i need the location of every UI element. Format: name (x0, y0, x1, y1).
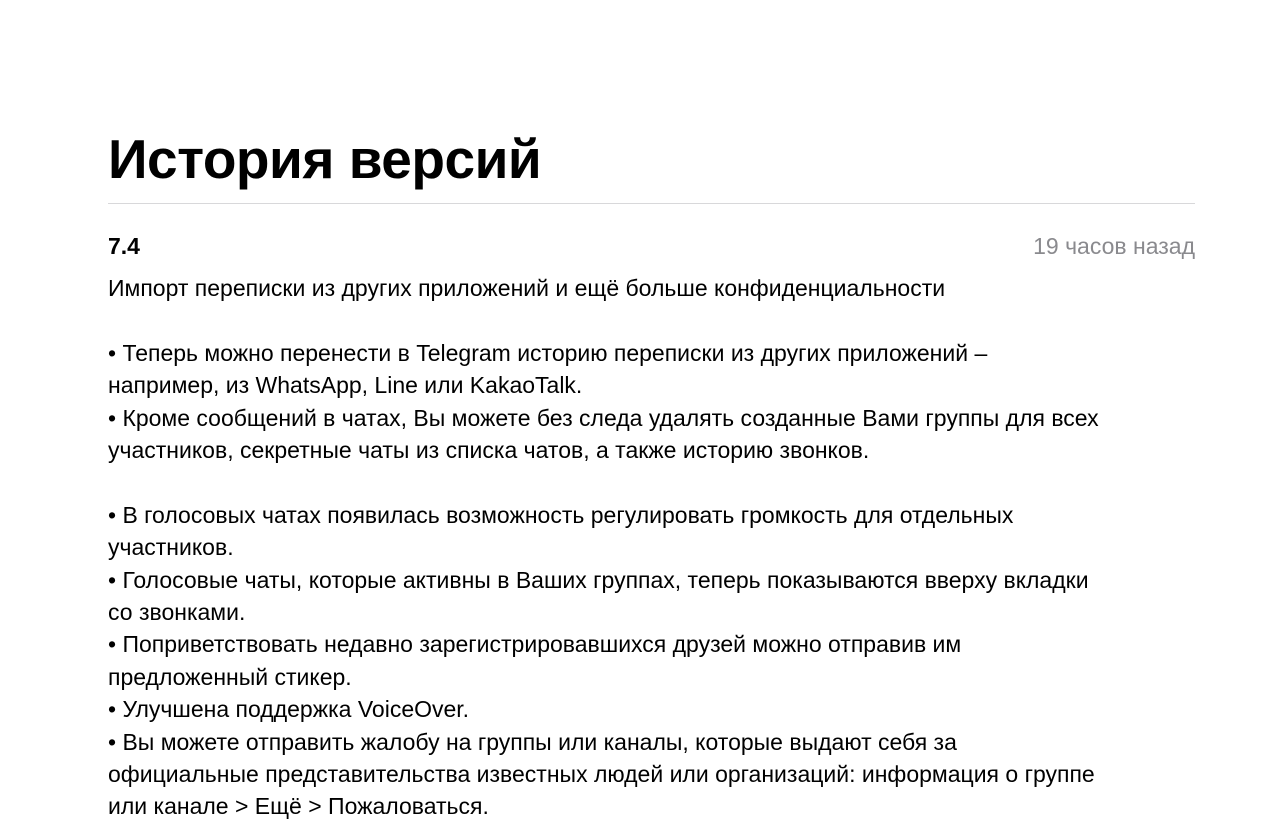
release-note-line: • Вы можете отправить жалобу на группы или каналы, которые выдают себя за (108, 728, 957, 755)
release-note-line: • Теперь можно перенести в Telegram историю переписки из других приложений – (108, 339, 988, 366)
page-title: История версий (108, 128, 542, 190)
release-note-line: • В голосовых чатах появилась возможность регулировать громкость для отдельных (108, 501, 1014, 528)
release-note-line: • Улучшена поддержка VoiceOver. (108, 696, 470, 723)
release-note-line: • Кроме сообщений в чатах, Вы можете без следа удалять созданные Вами группы для всех (108, 404, 1099, 431)
title-divider (108, 203, 1195, 204)
release-note-line: предложенный стикер. (108, 663, 352, 690)
release-note-line: официальные представительства известных людей или организаций: информация о группе (108, 761, 1095, 788)
release-note-line: • Поприветствовать недавно зарегистрировавшихся друзей можно отправив им (108, 631, 962, 658)
version-header-row (108, 232, 1195, 260)
version-number: 7.4 (108, 233, 140, 259)
paragraph-gap (108, 304, 1195, 336)
release-notes-summary: Импорт переписки из других приложений и ещё больше конфиденциальности (108, 275, 946, 301)
release-note-line: со звонками. (108, 599, 246, 626)
version-date: 19 часов назад (1033, 233, 1195, 259)
release-note-line: например, из WhatsApp, Line или KakaoTalk. (108, 372, 583, 399)
release-notes (108, 272, 1195, 823)
release-note-line: • Голосовые чаты, которые активны в Ваших группах, теперь показываются вверху вкладки (108, 566, 1089, 593)
release-note-line: или канале > Ещё > Пожаловаться. (108, 793, 489, 820)
release-note-line: участников, секретные чаты из списка чатов, а также историю звонков. (108, 437, 870, 464)
version-history-page (108, 126, 1195, 823)
paragraph-gap (108, 466, 1195, 498)
release-note-line: участников. (108, 534, 234, 561)
